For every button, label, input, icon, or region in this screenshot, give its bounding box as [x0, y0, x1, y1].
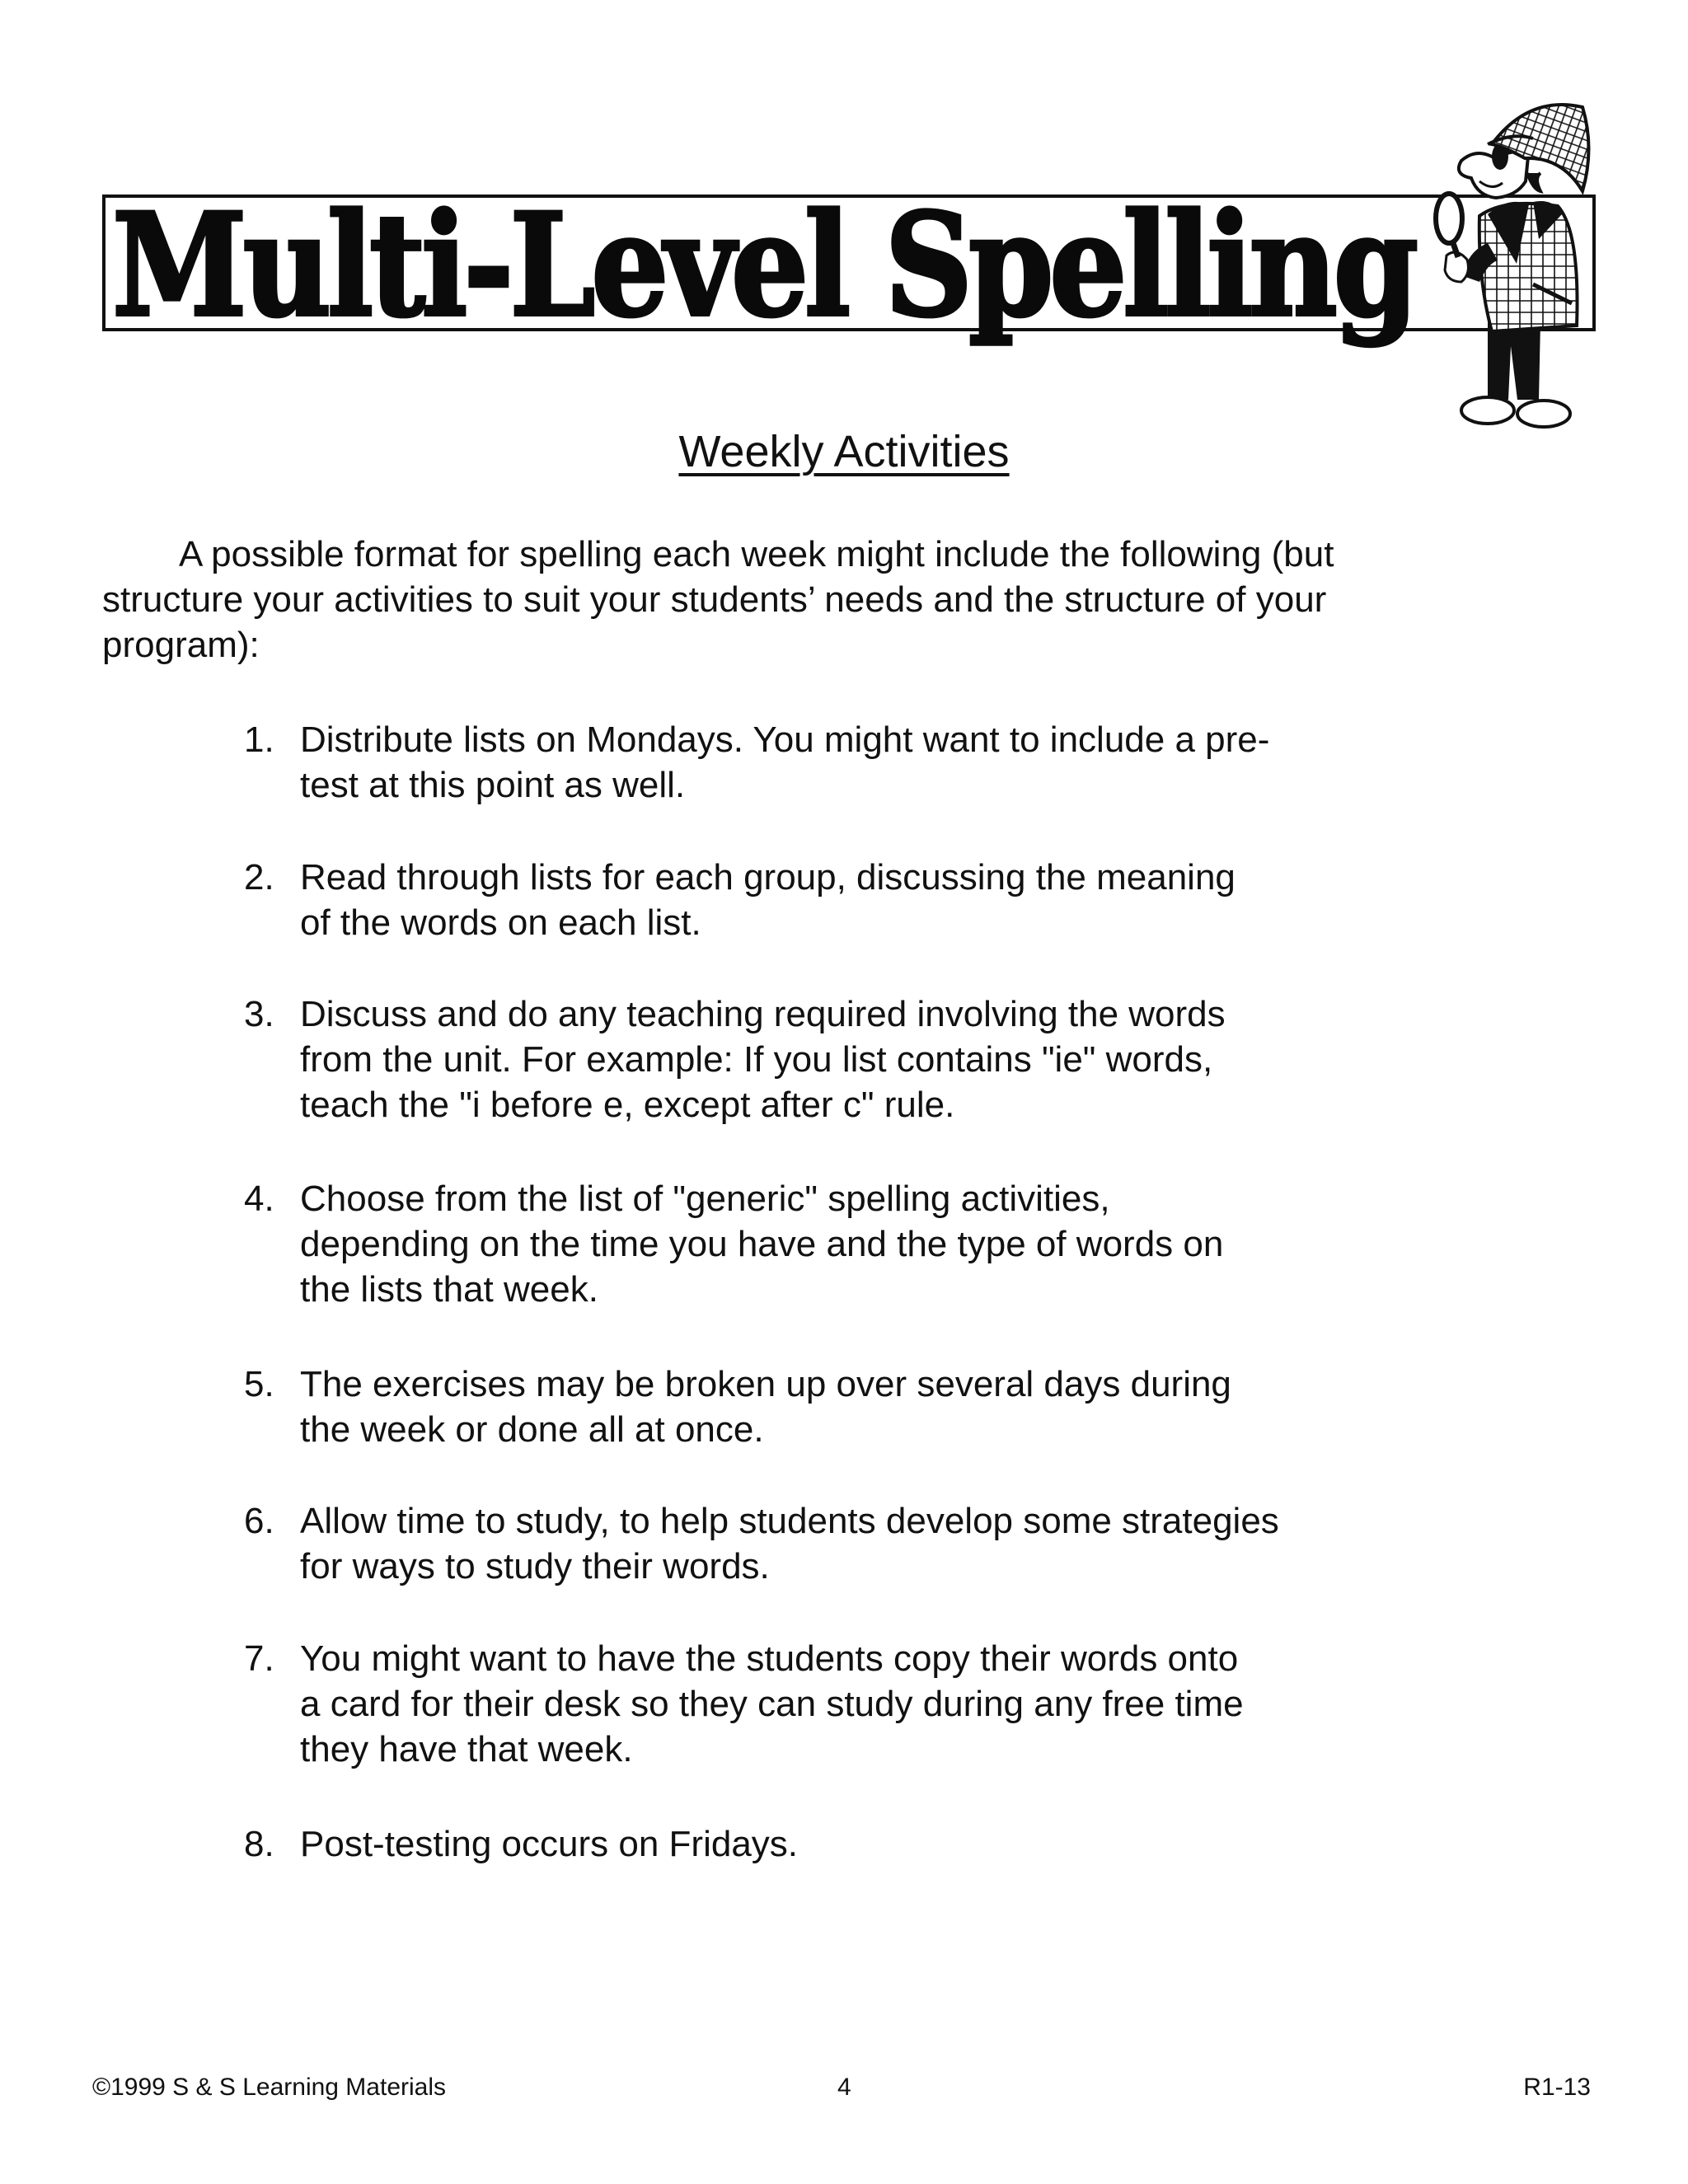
list-item-line: Allow time to study, to help students develop some strategies	[300, 1501, 1279, 1541]
page-footer	[0, 2067, 1688, 2108]
list-item-number: 7.	[244, 1638, 274, 1679]
list-item-line: Distribute lists on Mondays. You might want to include a pre-	[300, 719, 1270, 760]
list-item-line: teach the "i before e, except after c" rule.	[300, 1085, 955, 1125]
list-item-line: Choose from the list of "generic" spelling activities,	[300, 1179, 1110, 1219]
list-item-text	[300, 1361, 1231, 1452]
list-item-line: a card for their desk so they can study during any free time	[300, 1684, 1244, 1724]
section-heading: Weekly Activities	[678, 427, 1010, 476]
copyright-notice: ©1999 S & S Learning Materials	[92, 2074, 447, 2101]
list-item-line: You might want to have the students copy their words onto	[300, 1638, 1239, 1679]
list-item-text	[300, 1636, 1244, 1772]
intro-line: structure your activities to suit your students’ needs and the structure of your	[102, 579, 1327, 620]
list-item-number: 8.	[244, 1824, 274, 1864]
list-item-number: 4.	[244, 1179, 274, 1219]
list-item-line: test at this point as well.	[300, 765, 686, 805]
intro-line: program):	[102, 625, 260, 665]
list-item-line: the lists that week.	[300, 1269, 598, 1310]
list-item-text	[300, 717, 1269, 808]
list-item-number: 2.	[244, 857, 274, 898]
list-item-number: 6.	[244, 1501, 274, 1541]
page-number: 4	[837, 2074, 851, 2101]
list-item-line: from the unit. For example: If you list contains "ie" words,	[300, 1039, 1213, 1080]
page-title: Multi-Level Spelling	[112, 181, 1414, 349]
list-item-line: Read through lists for each group, discussing the meaning	[300, 857, 1236, 898]
intro-line: A possible format for spelling each week might include the following (but	[179, 534, 1334, 574]
list-item-number: 1.	[244, 719, 274, 760]
list-item-number: 5.	[244, 1364, 274, 1404]
list-item-line: they have that week.	[300, 1729, 633, 1769]
list-item-text	[300, 1498, 1279, 1589]
list-item-line: the week or done all at once.	[300, 1409, 764, 1450]
list-item-text	[300, 1176, 1223, 1312]
list-item-number: 3.	[244, 994, 274, 1034]
list-item-text	[300, 1821, 798, 1867]
list-item-line: depending on the time you have and the type of words on	[300, 1224, 1224, 1264]
list-item-line: Post-testing occurs on Fridays.	[300, 1824, 799, 1864]
list-item-line: for ways to study their words.	[300, 1546, 770, 1586]
product-code: R1-13	[1523, 2074, 1591, 2101]
intro-paragraph	[102, 532, 1334, 668]
detective-icon	[1364, 99, 1603, 433]
list-item-text	[300, 991, 1226, 1127]
list-item-text	[300, 855, 1236, 945]
list-item-line: Discuss and do any teaching required involving the words	[300, 994, 1226, 1034]
list-item-line: The exercises may be broken up over several days during	[300, 1364, 1231, 1404]
list-item-line: of the words on each list.	[300, 902, 701, 943]
